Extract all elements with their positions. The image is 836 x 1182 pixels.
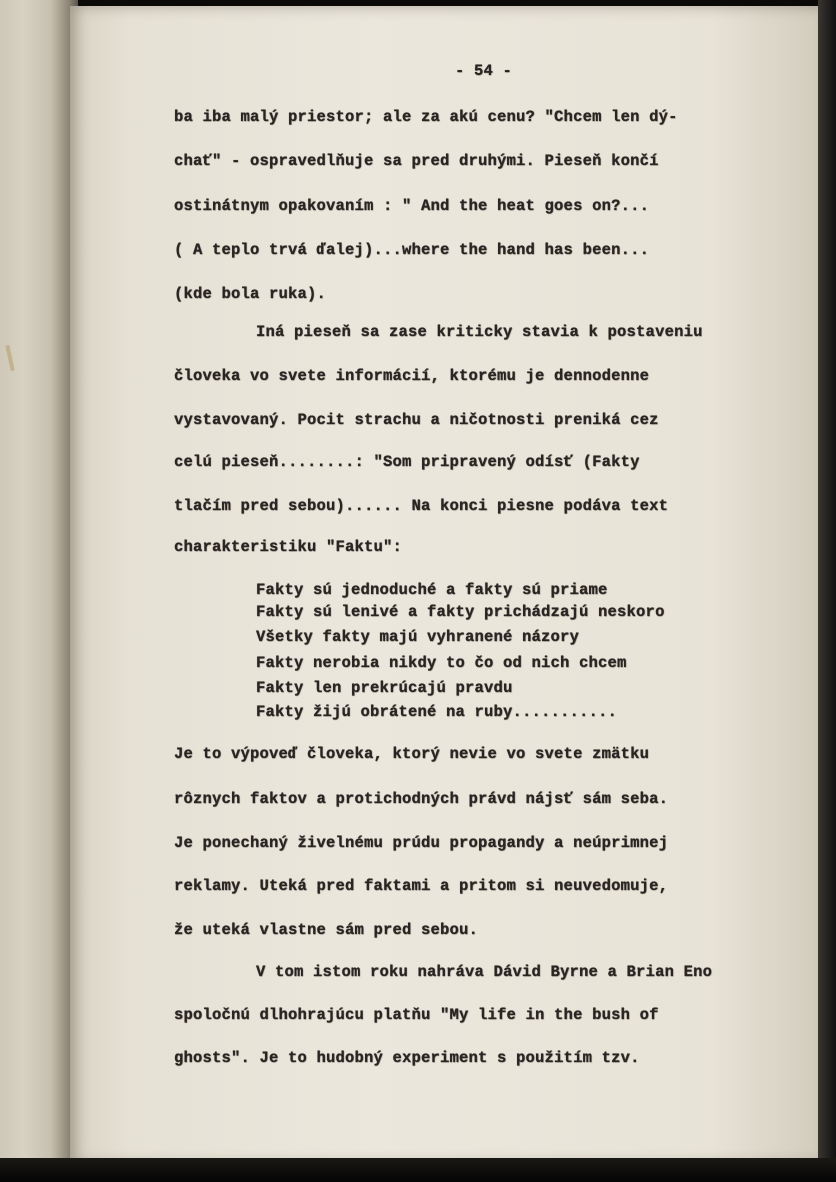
verse-line: Fakty žijú obrátené na ruby........... [256, 703, 618, 721]
spine-mark [5, 345, 14, 371]
text-line: ( A teplo trvá ďalej)...where the hand has been... [174, 241, 650, 259]
text-line: celú pieseň........: "Som pripravený odísť (Fakty [174, 453, 640, 471]
scan-right-edge [818, 0, 836, 1182]
text-line: Iná pieseň sa zase kriticky stavia k postaveniu [256, 323, 703, 341]
page-number: - 54 - [455, 62, 513, 80]
text-line: spoločnú dlhohrajúcu platňu "My life in the bush of [174, 1006, 659, 1024]
text-line: reklamy. Uteká pred faktami a pritom si neuvedomuje, [174, 877, 669, 895]
book-spine [0, 0, 78, 1162]
text-line: ba iba malý priestor; ale za akú cenu? "Chcem len dý- [174, 108, 678, 126]
verse-line: Fakty sú lenivé a fakty prichádzajú neskoro [256, 603, 665, 621]
text-line: Je to výpoveď človeka, ktorý nevie vo svete zmätku [174, 745, 650, 763]
text-line: chať" - ospravedlňuje sa pred druhými. Pieseň končí [174, 152, 659, 170]
text-line: rôznych faktov a protichodných právd nájsť sám seba. [174, 790, 669, 808]
verse-line: Všetky fakty majú vyhranené názory [256, 628, 580, 646]
text-line: ghosts". Je to hudobný experiment s použitím tzv. [174, 1049, 640, 1067]
text-line: tlačím pred sebou)...... Na konci piesne podáva text [174, 497, 669, 515]
verse-line: Fakty sú jednoduché a fakty sú priame [256, 581, 608, 599]
text-line: charakteristiku "Faktu": [174, 538, 403, 556]
text-line: (kde bola ruka). [174, 285, 327, 303]
text-line: že uteká vlastne sám pred sebou. [174, 921, 479, 939]
text-line: vystavovaný. Pocit strachu a ničotnosti preniká cez [174, 411, 659, 429]
text-line: človeka vo svete informácií, ktorému je dennodenne [174, 367, 650, 385]
text-line: Je ponechaný živelnému prúdu propagandy a neúprimnej [174, 834, 669, 852]
text-line: ostinátnym opakovaním : " And the heat goes on?... [174, 197, 650, 215]
text-line: V tom istom roku nahráva Dávid Byrne a Brian Eno [256, 963, 713, 981]
verse-line: Fakty len prekrúcajú pravdu [256, 679, 513, 697]
scan-bottom-edge [0, 1158, 836, 1182]
verse-line: Fakty nerobia nikdy to čo od nich chcem [256, 654, 627, 672]
